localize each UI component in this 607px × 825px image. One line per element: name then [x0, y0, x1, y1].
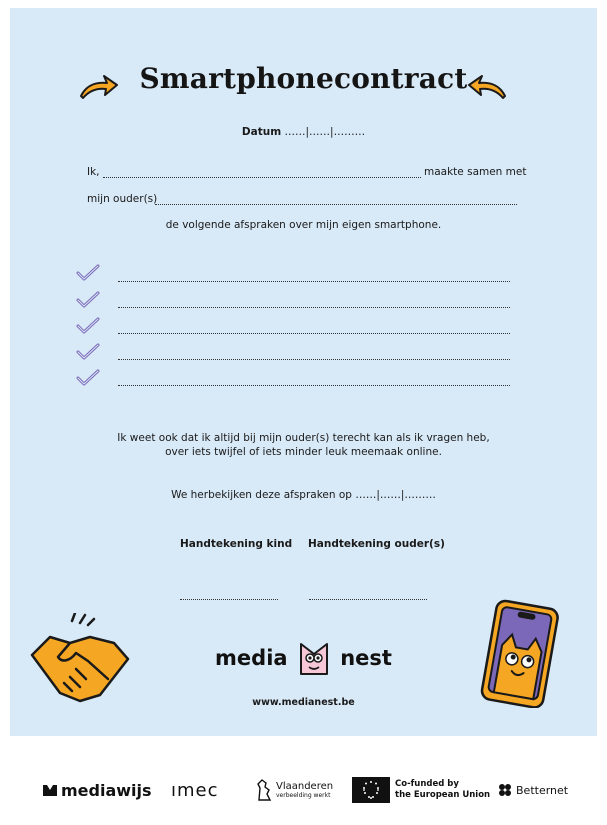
- checkmark-icon: [76, 317, 100, 335]
- checkmark-icon: [76, 264, 100, 282]
- vlaanderen-text: Vlaanderen: [276, 781, 334, 792]
- eu-logo: [352, 775, 490, 805]
- eu-flag-icon: [352, 777, 390, 803]
- medianest-logo: [0, 640, 607, 678]
- agreement-line-5[interactable]: [118, 384, 510, 386]
- datum-field[interactable]: ……|……|………: [284, 126, 366, 138]
- name-child-field[interactable]: [103, 176, 421, 178]
- page-title: Smartphonecontract: [139, 62, 468, 95]
- name-parents-field[interactable]: [155, 203, 517, 205]
- datum-label: Datum: [241, 126, 282, 138]
- betternet-text: Betternet: [516, 783, 569, 797]
- arrow-left-icon: [467, 70, 509, 102]
- line2-prefix: mijn ouder(s): [87, 193, 158, 205]
- agreement-line-3[interactable]: [118, 332, 510, 334]
- agreement-line-4[interactable]: [118, 358, 510, 360]
- vlaanderen-sub: verbeelding werkt: [276, 792, 331, 799]
- support-text-line2: over iets twijfel of iets minder leuk meemaak online.: [165, 446, 442, 458]
- agreement-intro: de volgende afspraken over mijn eigen smartphone.: [165, 219, 442, 231]
- eu-text-line1: Co-funded by: [395, 779, 459, 789]
- brand-media: media: [215, 646, 288, 670]
- datum-line: [0, 126, 607, 138]
- review-date-field[interactable]: ……|……|………: [355, 489, 436, 501]
- agreement-line-1[interactable]: [118, 280, 510, 282]
- signature-child-label: Handtekening kind: [180, 538, 293, 550]
- signature-parents-label: Handtekening ouder(s): [308, 538, 445, 550]
- line1-prefix: Ik,: [87, 166, 100, 178]
- mediawijs-text: mediawijs: [61, 780, 152, 800]
- mediawijs-icon: [42, 782, 58, 798]
- brand-nest: nest: [340, 646, 392, 670]
- line1-suffix: maakte samen met: [424, 166, 527, 178]
- signature-child-field[interactable]: [180, 598, 278, 600]
- agreement-line-2[interactable]: [118, 306, 510, 308]
- mediawijs-logo: [42, 775, 152, 805]
- betternet-logo: [498, 775, 568, 805]
- vlaanderen-logo: [256, 775, 333, 805]
- checkmark-icon: [76, 343, 100, 361]
- signature-parents-field[interactable]: [309, 598, 427, 600]
- checkmark-icon: [76, 291, 100, 309]
- review-label: We herbekijken deze afspraken op: [171, 489, 352, 501]
- flemish-lion-icon: [256, 778, 272, 802]
- betternet-icon: [498, 783, 512, 797]
- website-link[interactable]: www.medianest.be: [252, 697, 355, 708]
- partner-logos: [0, 775, 607, 805]
- medianest-m-icon: [299, 640, 329, 678]
- eu-text-line2: the European Union: [395, 790, 491, 800]
- review-line: [0, 489, 607, 501]
- imec-logo: ımec: [171, 779, 219, 801]
- support-text-line1: Ik weet ook dat ik altijd bij mijn ouder(s) terecht kan als ik vragen heb,: [117, 432, 490, 444]
- checkmark-icon: [76, 369, 100, 387]
